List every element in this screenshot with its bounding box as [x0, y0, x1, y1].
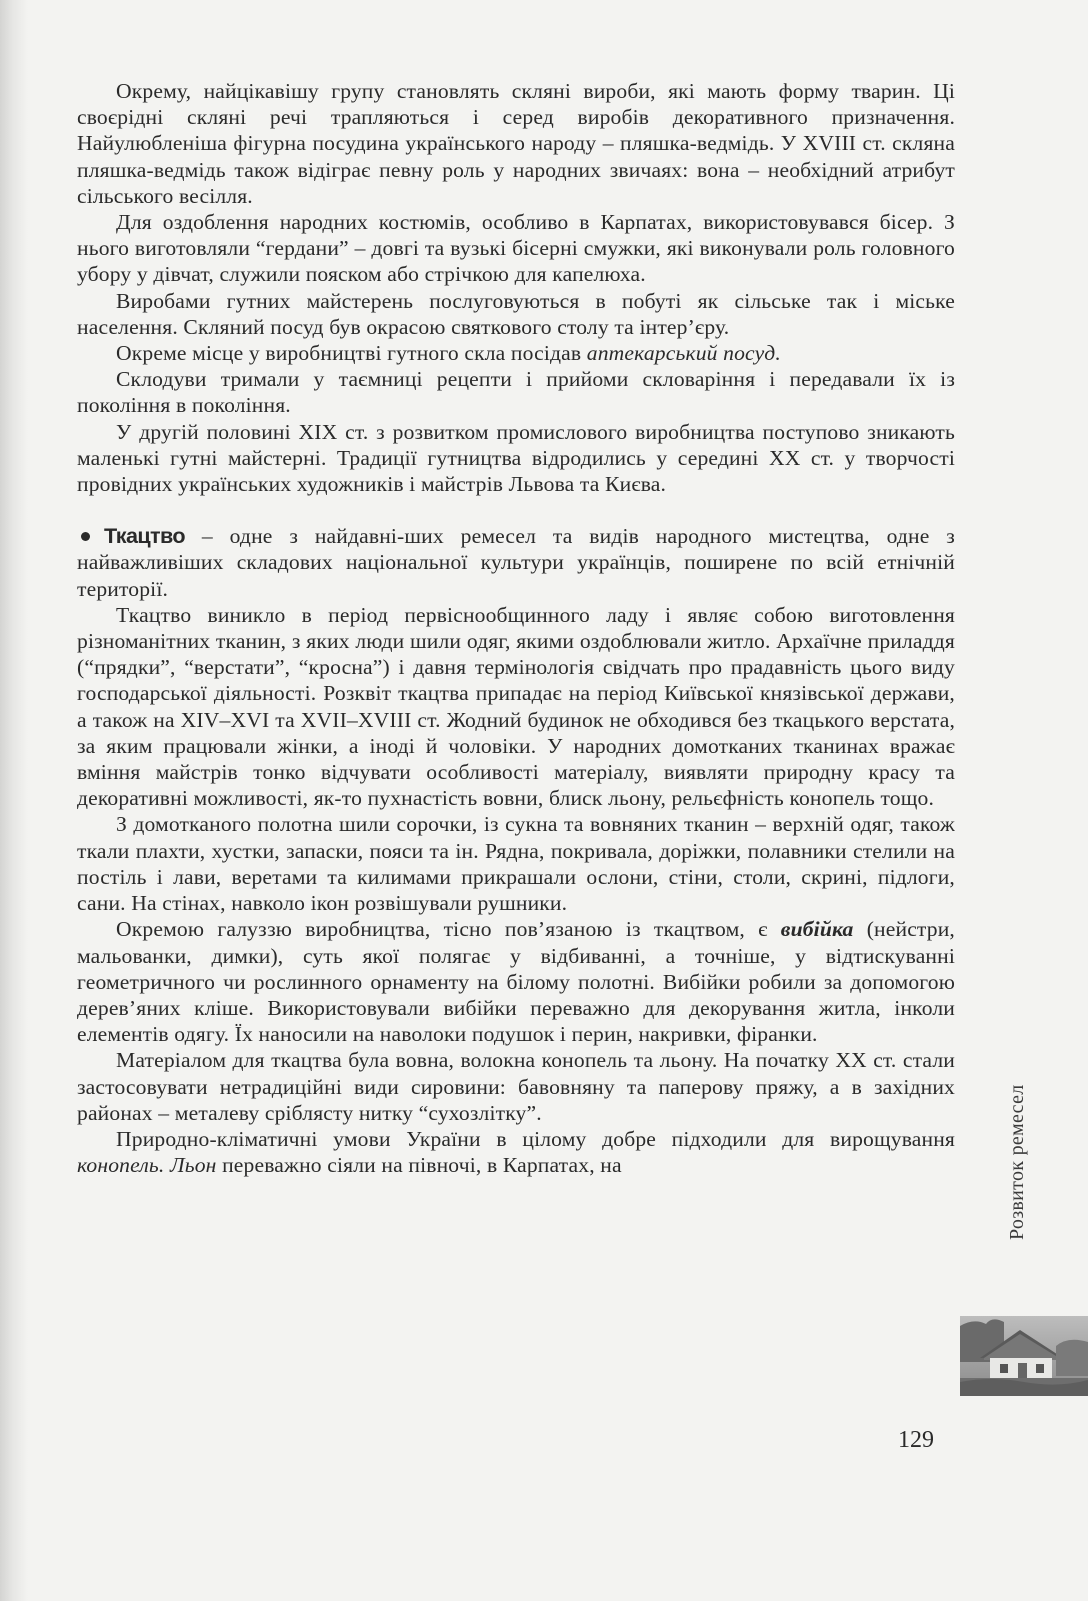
paragraph-weaving-intro	[77, 523, 955, 602]
weaving-intro-text: – одне з найдавні-ших ремесел та видів народного мистецтва, одне з найважливіших складових національної культури українців, поширене по всій етнічній території.	[77, 524, 955, 601]
paragraph-vybiika	[77, 916, 955, 1047]
paragraph-materials: Матеріалом для ткацтва була вовна, волокна конопель та льону. На початку XX ст. стали застосовувати нетрадиційні види сировини: бавовняну та паперову пряжу, а в західних районах – металеву сріблясту нитку “сухозлітку”.	[77, 1048, 955, 1125]
paragraph-weaving-origin: Ткацтво виникло в період первіснообщинного ладу і являє собою виготовлення різноманітних тканин, з яких люди шили одяг, якими оздоблювали житло. Архаїчне приладдя (“прядки”, “верстати”, “кросна”) і давня термінологія свідчать про прадавність цього виду господарської діяльності. Розквіт ткацтва припадає на період Київської князівської держави, а також на XIV–XVI та XVII–XVIII ст. Жодний будинок не обходився без ткацького верстата, за яким працювали жінки, а іноді й чоловіки. У народних домотканих тканинах вражає вміння майстрів тонко відчувати особливості матеріалу, виявляти природну красу та декоративні можливості, як-то пухнастість вовни, блиск льону, рельєфність конопель тощо.	[77, 602, 955, 811]
paragraph-glass-animals: Окрему, найцікавішу групу становлять скляні вироби, які мають форму тварин. Ці своєрідні скляні речі трапляються і серед виробів декоративного призначення. Найулюбленіша фігурна посудина українського народу – пляшка-ведмідь. У XVIII ст. скляна пляшка-ведмідь також відіграє певну роль у народних звичаях: вона – необхідний атрибут сільського весілля.	[77, 79, 955, 208]
pharmacy-glass-term: аптекарський посуд.	[586, 341, 781, 366]
paragraph-beads: Для оздоблення народних костюмів, особливо в Карпатах, використовувався бісер. З нього виготовляли “гердани” – довгі та вузькі бісерні смужки, які виконували роль головного убору у дівчат, служили пояском або стрічкою для капелюха.	[77, 210, 955, 287]
vybiika-lead-text: Окремою галуззю виробництва, тісно пов’язаною із ткацтвом, є	[116, 917, 781, 942]
paragraph-glassblowers: Склодуви тримали у таємниці рецепти і прийоми скловаріння і передавали їх із покоління в покоління.	[77, 367, 955, 418]
weaving-term: Ткацтво	[104, 523, 186, 549]
page-number: 129	[898, 1427, 934, 1453]
page-body	[77, 78, 955, 1178]
bullet-icon	[81, 532, 90, 541]
village-house-thumbnail	[960, 1316, 1088, 1396]
paragraph-weaving-products: З домотканого полотна шили сорочки, із сукна та вовняних тканин – верхній одяг, також ткали плахти, хустки, запаски, пояси та ін. Рядна, покривала, доріжки, полавники стелили на постіль і лави, веретами та килимами прикрашали ослони, стіни, столи, скрині, підлоги, сани. На стінах, навколо ікон розвішували рушники.	[77, 812, 955, 916]
hemp-flax-text: переважно сіяли на півночі, в Карпатах, на	[216, 1153, 622, 1178]
paragraph-pharmacy-glass-text: Окреме місце у виробництві гутного скла посідав	[116, 341, 587, 366]
binding-shadow	[0, 0, 28, 1601]
section-side-label: Розвиток ремесел	[1006, 1084, 1028, 1240]
hemp-flax-lead-text: Природно-кліматичні умови України в цілому добре підходили для вирощування	[116, 1126, 955, 1151]
paragraph-glass-history: У другій половині XIX ст. з розвитком промислового виробництва поступово зникають маленькі гутні майстерні. Традиції гутництва відродились у середині XX ст. у творчості провідних українських художників і майстрів Львова та Києва.	[77, 419, 955, 497]
paragraph-glass-tableware: Виробами гутних майстерень послуговуються в побуті як сільське так і міське населення. Скляний посуд був окрасою святкового столу та інтер’єру.	[77, 288, 955, 339]
vybiika-text: (нейстри, мальованки, димки), суть якої полягає у відбиванні, а точніше, у відтискуванні геометричного чи рослинного орнаменту на білому полотні. Вибійки робили за допомогою дерев’яних кліше. Використовували вибійки переважно для декорування житла, інколи елементів одягу. Їх наносили на наволоки подушок і перин, накривки, фіранки.	[77, 917, 955, 1047]
paragraph-hemp-flax	[77, 1126, 955, 1178]
hemp-flax-term: конопель. Льон	[77, 1153, 217, 1178]
vybiika-term: вибійка	[780, 917, 854, 942]
paragraph-pharmacy-glass	[77, 340, 955, 366]
